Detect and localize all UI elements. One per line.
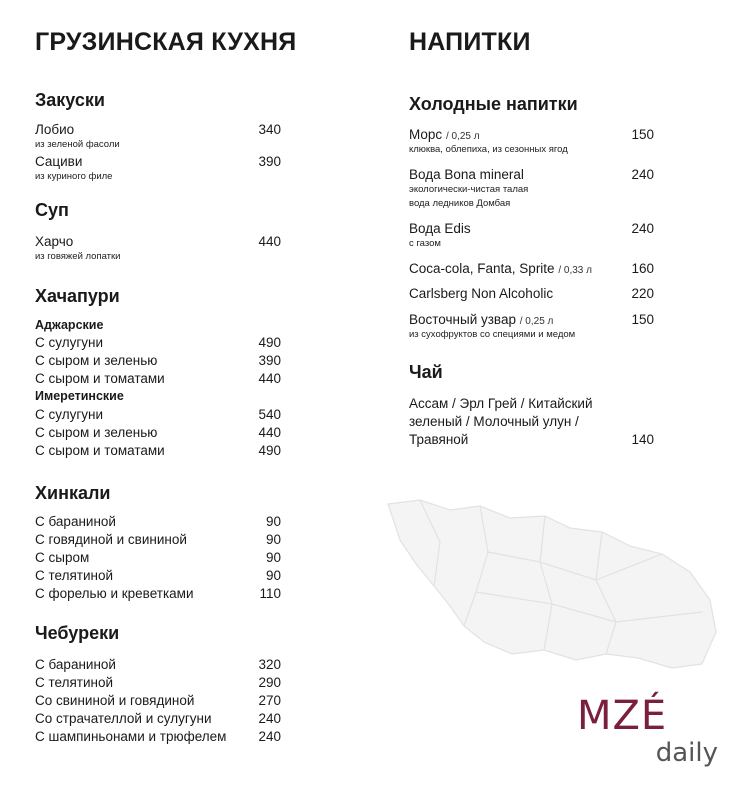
item-price: 490 [258, 443, 281, 458]
item-price: 240 [258, 711, 281, 726]
menu-item [35, 233, 281, 251]
item-price: 390 [258, 353, 281, 368]
item-price: 440 [258, 234, 281, 249]
menu-item [409, 395, 654, 449]
item-price: 150 [631, 127, 654, 142]
menu-item [35, 567, 281, 585]
section-cold-drinks: Холодные напитки [409, 94, 578, 114]
section-khinkali: Хинкали [35, 483, 111, 503]
menu-item [409, 311, 654, 331]
menu-item [409, 166, 654, 184]
item-name: Вода Edis [409, 221, 471, 236]
item-price: 240 [631, 221, 654, 236]
item-price: 320 [258, 657, 281, 672]
item-name: С телятиной [35, 675, 114, 690]
menu-item [35, 710, 281, 728]
item-price: 240 [631, 167, 654, 182]
item-name: С бараниной [35, 514, 116, 529]
item-name: С форелью и креветками [35, 586, 194, 601]
brand-logo [577, 694, 722, 774]
subsection-adjara: Аджарские [35, 318, 104, 332]
menu-item [35, 692, 281, 710]
menu-item [409, 220, 654, 238]
item-name: Сациви [35, 154, 83, 169]
item-name: Carlsberg Non Alcoholic [409, 286, 554, 301]
item-price: 90 [265, 568, 281, 583]
item-price: 220 [631, 286, 654, 301]
item-desc: из куриного филе [35, 171, 113, 182]
item-name: С сулугуни [35, 335, 104, 350]
item-volume: / 0,33 л [558, 265, 592, 276]
item-name: С бараниной [35, 657, 116, 672]
section-chebureki: Чебуреки [35, 623, 120, 643]
menu-item [35, 585, 281, 603]
item-desc: вода ледников Домбая [409, 198, 511, 209]
menu-item [35, 531, 281, 549]
item-price: 90 [265, 532, 281, 547]
item-name: Со страчателлой и сулугуни [35, 711, 212, 726]
item-price: 150 [631, 312, 654, 327]
menu-item [35, 334, 281, 352]
item-desc: экологически-чистая талая [409, 184, 529, 195]
item-name: С шампиньонами и трюфелем [35, 729, 227, 744]
item-name: Харчо [35, 234, 74, 249]
item-price: 290 [258, 675, 281, 690]
item-price: 340 [258, 122, 281, 137]
food-title: ГРУЗИНСКАЯ КУХНЯ [35, 28, 297, 56]
drinks-title: НАПИТКИ [409, 28, 531, 56]
menu-item [35, 424, 281, 442]
item-price: 90 [265, 514, 281, 529]
item-price: 240 [258, 729, 281, 744]
subsection-imereti: Имеретинские [35, 389, 124, 403]
menu-item [35, 513, 281, 531]
menu-item [35, 442, 281, 460]
item-name: С говядиной и свининой [35, 532, 187, 547]
item-price: 140 [631, 432, 654, 447]
item-name: Ассам / Эрл Грей / Китайский зеленый / Молочный улун / Травяной [409, 396, 593, 447]
menu-item [35, 549, 281, 567]
item-price: 490 [258, 335, 281, 350]
item-price: 440 [258, 425, 281, 440]
menu-item [35, 121, 281, 139]
item-name: С сыром [35, 550, 90, 565]
menu-item [35, 153, 281, 171]
item-price: 390 [258, 154, 281, 169]
item-name: Coca-cola, Fanta, Sprite / 0,33 л [409, 261, 592, 276]
item-price: 440 [258, 371, 281, 386]
item-desc: с газом [409, 238, 441, 249]
menu-item [409, 285, 654, 303]
menu-item [409, 260, 654, 280]
item-name: Со свининой и говядиной [35, 693, 195, 708]
item-price: 90 [265, 550, 281, 565]
item-volume: / 0,25 л [445, 131, 480, 142]
item-name: С сыром и томатами [35, 443, 165, 458]
item-price: 110 [259, 586, 281, 601]
menu-item [35, 656, 281, 674]
section-khachapuri: Хачапури [35, 286, 120, 306]
item-volume: / 0,25 л [519, 316, 554, 327]
section-zakuski: Закуски [35, 90, 105, 110]
item-desc: из сухофруктов со специями и медом [409, 329, 576, 340]
item-name: Вода Bona mineral [409, 167, 524, 182]
item-price: 160 [631, 261, 654, 276]
menu-item [35, 728, 281, 746]
item-price: 540 [258, 407, 281, 422]
georgia-map-outline [380, 492, 720, 672]
section-tea: Чай [409, 362, 443, 382]
logo-subtitle: daily [655, 738, 718, 768]
item-name: Лобио [35, 122, 75, 137]
menu-item [35, 674, 281, 692]
item-desc: из говяжей лопатки [35, 251, 121, 262]
item-desc: из зеленой фасоли [35, 139, 120, 150]
menu-item [35, 406, 281, 424]
item-name: С сыром и зеленью [35, 353, 158, 368]
item-name: С сыром и томатами [35, 371, 165, 386]
item-name: С сулугуни [35, 407, 104, 422]
item-price: 270 [258, 693, 281, 708]
menu-item [409, 126, 654, 146]
menu-item [35, 352, 281, 370]
item-name: Восточный узвар / 0,25 л [409, 312, 554, 327]
logo-wordmark: MZÉ [577, 693, 668, 739]
menu-item [35, 370, 281, 388]
item-name: Морс / 0,25 л [409, 127, 480, 142]
item-name: С сыром и зеленью [35, 425, 158, 440]
section-sup: Суп [35, 200, 69, 220]
item-name: С телятиной [35, 568, 114, 583]
item-desc: клюква, облепиха, из сезонных ягод [409, 144, 568, 155]
